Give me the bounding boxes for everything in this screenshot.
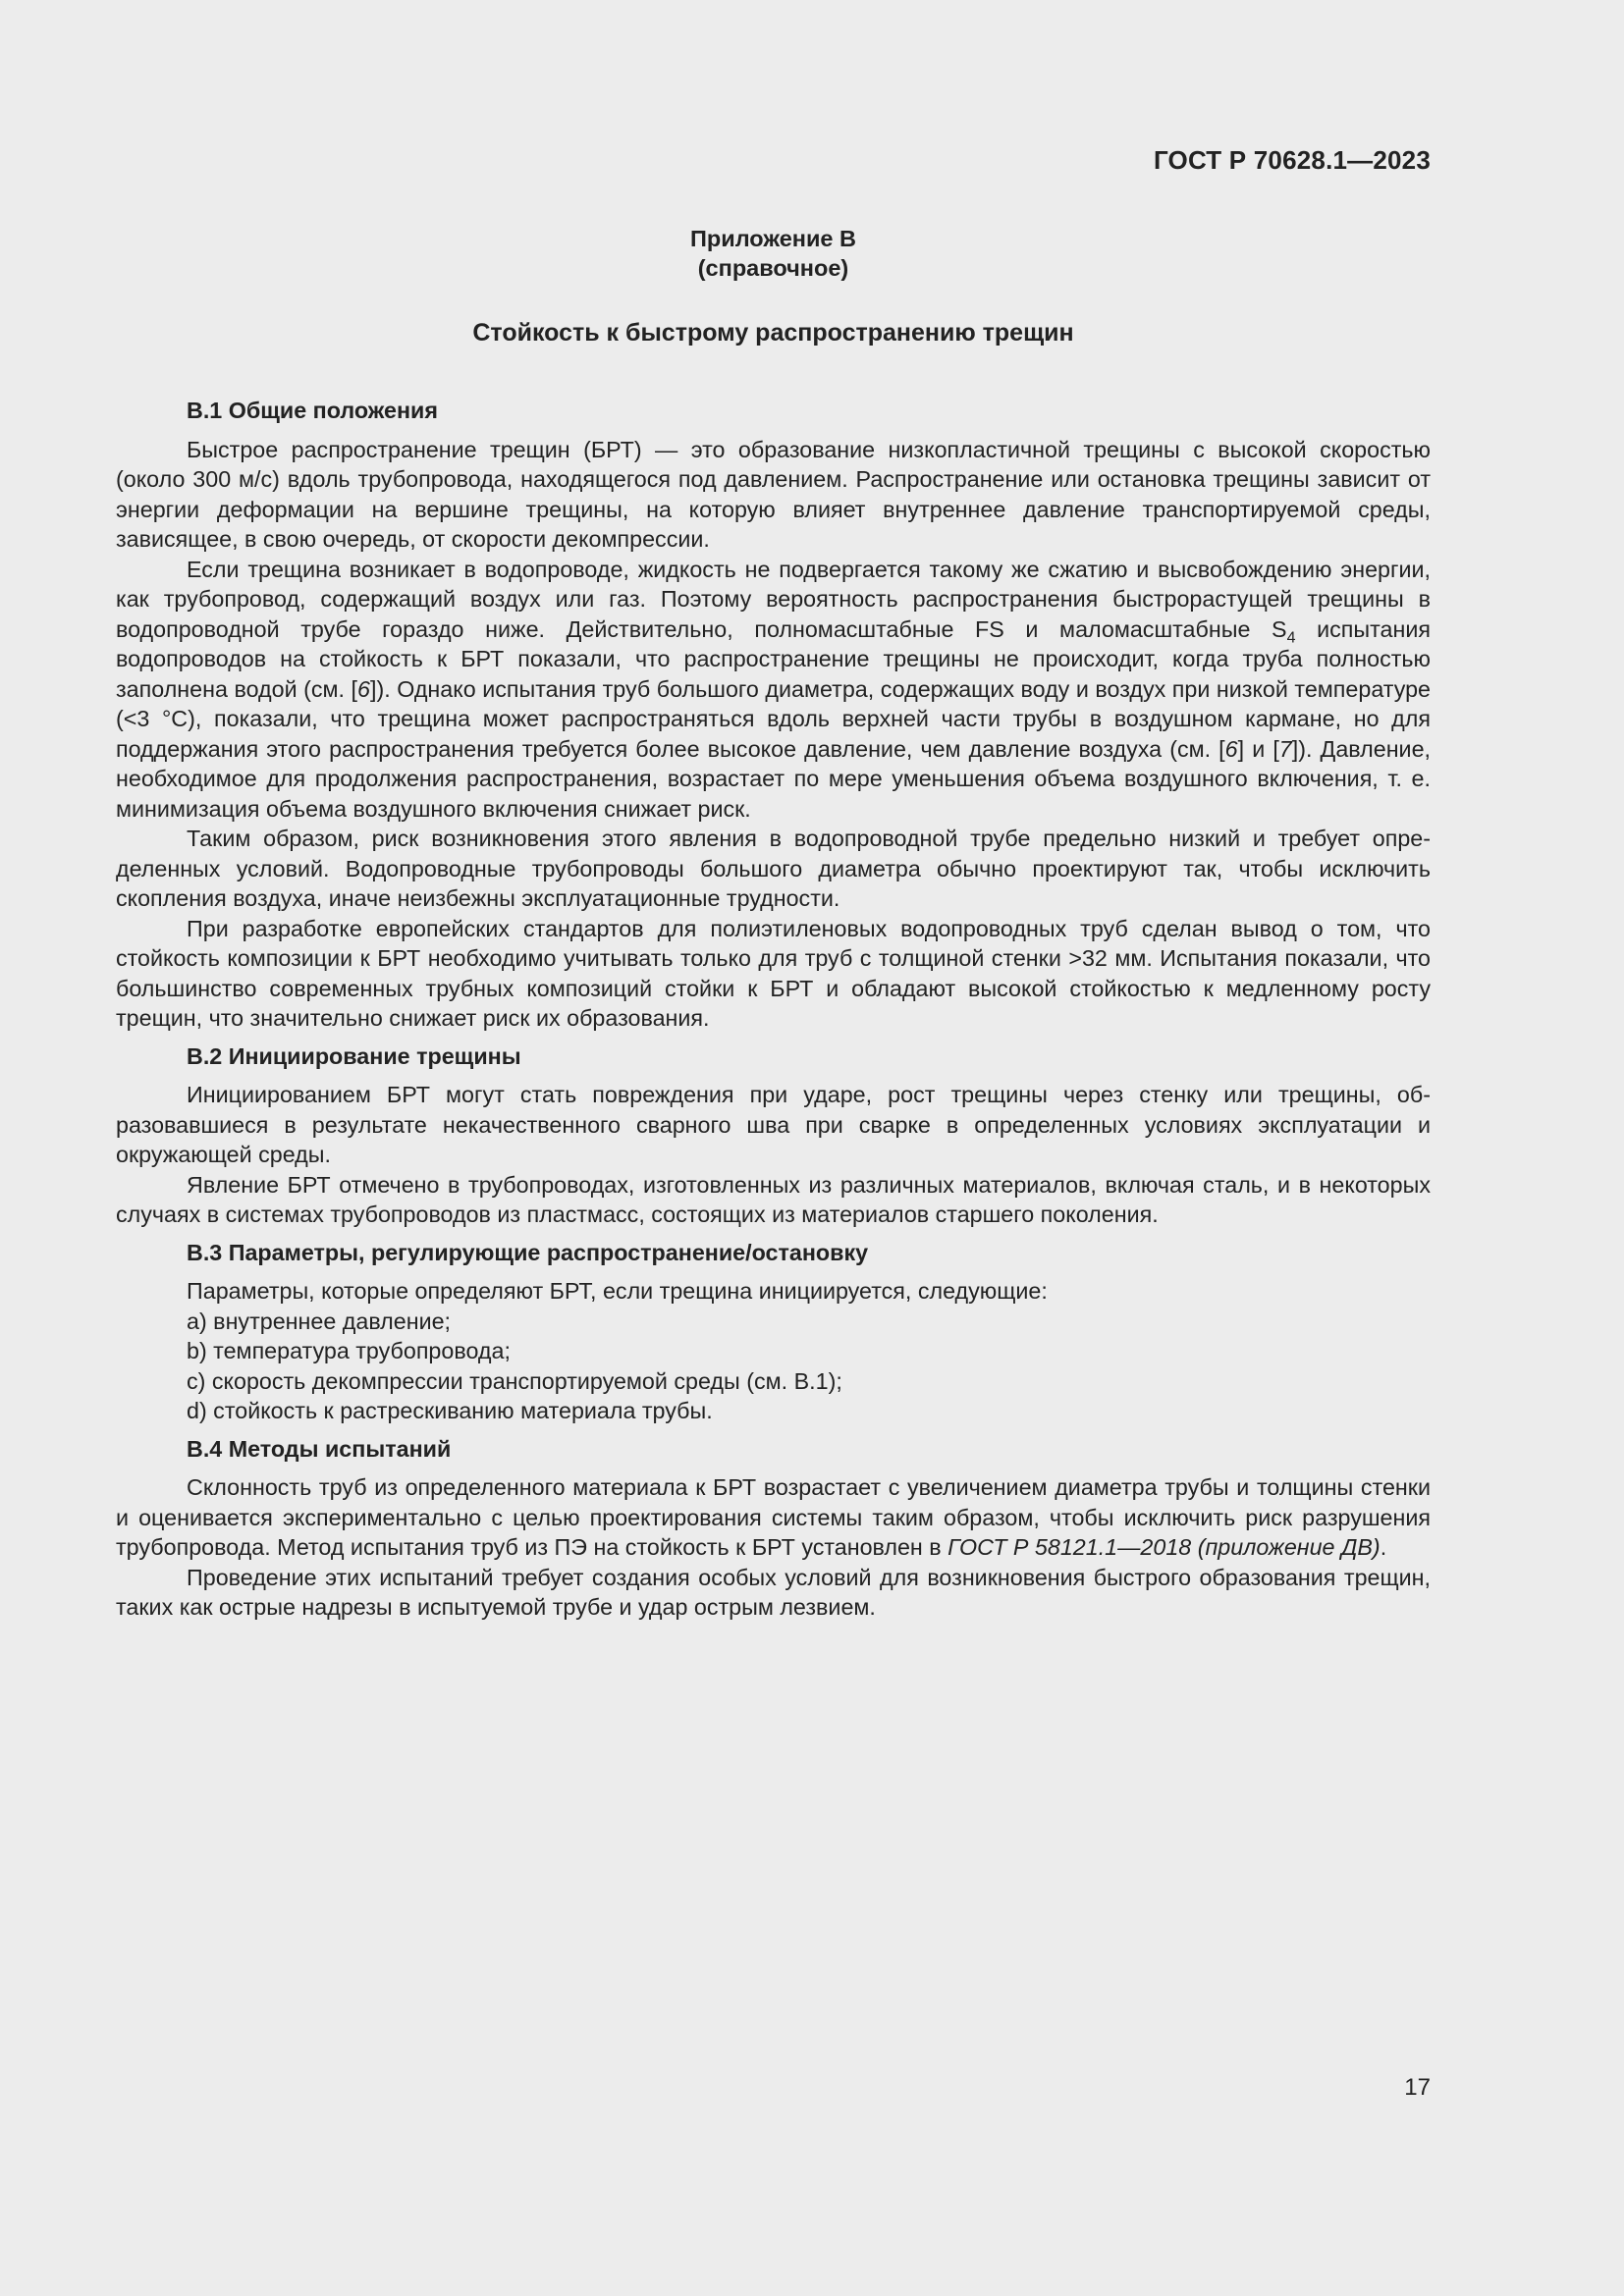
page-number: 17 (1404, 2074, 1431, 2101)
text-run: испытания водопроводов на стойкость к БРТ показали, что распространение трещины не происходит, когда труба полностью заполнена водой (см. [ (116, 615, 1432, 702)
section-heading: В.4 Методы испытаний (187, 1435, 452, 1462)
section-b2 (116, 1041, 1431, 1230)
text-run: Если трещина возникает в водопроводе, жидкость не подвергается такому же сжатию и высвобождению энергии, как трубопровод, содержащий воздух или газ. Поэтому вероятность распространения быстрорастущей трещины в водопроводной трубе гораздо ниже. Действительно, полномасштабные FS и маломасштабные S (116, 556, 1431, 642)
annex-title: Приложение В (690, 226, 856, 251)
paragraph: Проведение этих испытаний требует создания особых условий для возникновения быстрого образования трещин, таких как острые надрезы в испытуемой трубе и удар острым лезвием. (116, 1564, 1431, 1620)
document-title: Стойкость к быстрому распространению трещин (472, 319, 1074, 347)
text-run: ]). Давление, необходимое для продолжения распространения, возрастает по мере уменьшения объема воздушного включения, т. е. минимизация объема воздушного включения снижает риск. (116, 735, 1431, 822)
section-b1 (116, 396, 1431, 1034)
bibliography-ref: 7 (1278, 735, 1292, 762)
section-b4 (116, 1434, 1431, 1623)
section-b3 (116, 1238, 1431, 1426)
text-run: . (1380, 1534, 1387, 1560)
list-item: b) температура трубопровода; (187, 1338, 511, 1363)
text-run: ] и [ (1237, 735, 1279, 762)
text-run: ]). Однако испытания труб большого диаметра, содержащих воду и воздух при низкой температуре (<3 °C), показали, что трещина может распространяться вдоль верхней части трубы в воздушном кармане, но для поддержания этого распространения требуется более высокое давление, чем давление воздуха (см. [ (116, 675, 1431, 762)
subscript: 4 (1286, 629, 1296, 647)
annex-type: (справочное) (697, 255, 849, 281)
section-heading: В.1 Общие положения (187, 398, 438, 423)
paragraph: При разработке европейских стандартов для полиэтиленовых водопроводных труб сделан вывод о том, что стойкость композиции к БРТ необходимо учитывать только для труб с толщиной стенки >32 мм. Испытания показали, что большинство современных трубных композиций стойки к БРТ и обладают высокой стойкостью к медленному росту трещин, что значительно снижает риск их образования. (116, 915, 1431, 1031)
bibliography-ref: 6 (357, 675, 370, 702)
paragraph: Таким образом, риск возникновения этого явления в водопроводной трубе предельно низкий и требует определенных условий. Водопроводные трубопроводы большого диаметра обычно проектируют так, чтобы исключить скопления воздуха, иначе неизбежны эксплуатационные трудности. (116, 826, 1431, 911)
paragraph: Инициированием БРТ могут стать повреждения при ударе, рост трещины через стенку или трещины, образовавшиеся в результате некачественного сварного шва при сварке в определенных условиях эксплуатации и окружающей среды. (116, 1082, 1431, 1167)
annex-block (116, 224, 1431, 283)
paragraph (116, 555, 1431, 825)
document-body (116, 396, 1431, 1630)
bibliography-ref: 6 (1224, 735, 1238, 762)
paragraph: Быстрое распространение трещин (БРТ) — это образование низкопластичной трещины с высокой скоростью (около 300 м/с) вдоль трубопровода, находящегося под давлением. Распространение или остановка трещины зависит от энергии деформации на вершине трещины, на которую влияет внутреннее давление транспортируемой среды, зависящее, в свою очередь, от скорости декомпрессии. (116, 436, 1431, 552)
list-item: a) внутреннее давление; (187, 1308, 452, 1334)
list-item: c) скорость декомпрессии транспортируемой среды (см. В.1); (187, 1367, 842, 1394)
paragraph: Явление БРТ отмечено в трубопроводах, изготовленных из различных материалов, включая сталь, и в некоторых случаях в системах трубопроводов из пластмасс, состоящих из материалов старшего поколения. (116, 1171, 1431, 1227)
standard-ref: ГОСТ Р 58121.1—2018 (приложение ДВ) (947, 1534, 1380, 1560)
section-heading: В.2 Инициирование трещины (187, 1042, 521, 1069)
section-heading: В.3 Параметры, регулирующие распространение/остановку (187, 1239, 869, 1265)
paragraph (116, 1472, 1431, 1563)
document-page (116, 0, 1431, 2296)
list-item: d) стойкость к растрескиванию материала трубы. (187, 1398, 713, 1423)
document-id: ГОСТ Р 70628.1—2023 (1153, 145, 1431, 175)
list-intro: Параметры, которые определяют БРТ, если трещина инициируется, следующие: (187, 1278, 1048, 1304)
text-run: Склонность труб из определенного материала к БРТ возрастает с увеличением диаметра трубы и толщины стенки и оценивается экспериментально с целью проектирования системы таким образом, чтобы исключить риск разрушения трубопровода. Метод испытания труб из ПЭ на стойкость к БРТ установлен в (116, 1474, 1431, 1560)
